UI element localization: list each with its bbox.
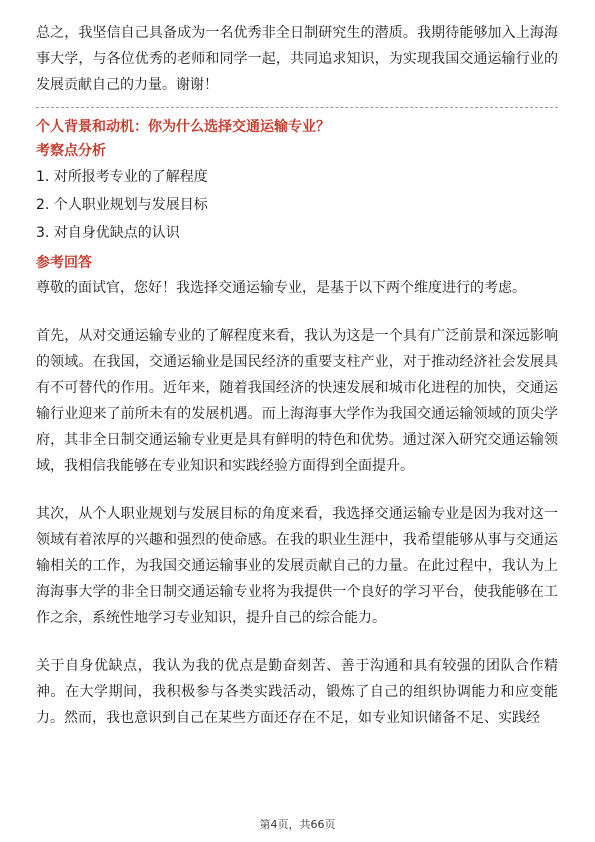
list-item: 1. 对所报考专业的了解程度 — [36, 169, 208, 185]
list-item: 3. 对自身优缺点的认识 — [36, 225, 180, 241]
answer-paragraph-1: 首先，从对交通运输专业的了解程度来看，我认为这是一个具有广泛前景和深远影响的领域。在我国，交通运输业是国民经济的重要支柱产业，对于推动经济社会发展具有不可替代的作用。近年来，随着我国经济的快速发展和城市化进程的加快，交通运输行业迎来了前所未有的发展机遇。而上海海事大学作为我国交通运输领域的顶尖学府，其非全日制交通运输专业更是具有鲜明的特色和优势。通过深入研究交通运输领域，我相信我能够在专业知识和实践经验方面得到全面提升。 — [36, 328, 558, 474]
closing-paragraph: 总之，我坚信自己具备成为一名优秀非全日制研究生的潜质。我期待能够加入上海海事大学，与各位优秀的老师和同学一起，共同追求知识，为实现我国交通运输行业的发展贡献自己的力量。谢谢！ — [36, 25, 558, 93]
list-item: 2. 个人职业规划与发展目标 — [36, 197, 208, 213]
answer-greeting: 尊敬的面试官，您好！我选择交通运输专业，是基于以下两个维度进行的考虑。 — [36, 280, 526, 296]
analysis-heading: 考察点分析 — [36, 143, 106, 159]
answer-paragraph-3: 关于自身优缺点，我认为我的优点是勤奋刻苦、善于沟通和具有较强的团队合作精神。在大学期间，我积极参与各类实践活动，锻炼了自己的组织协调能力和应变能力。然而，我也意识到自己在某些方面还存在不足，如专业知识储备不足、实践经 — [36, 658, 558, 726]
answer-paragraph-2: 其次，从个人职业规划与发展目标的角度来看，我选择交通运输专业是因为我对这一领域有着浓厚的兴趣和强烈的使命感。在我的职业生涯中，我希望能够从事与交通运输相关的工作，为我国交通运输事业的发展贡献自己的力量。在此过程中，我认为上海海事大学的非全日制交通运输专业将为我提供一个良好的学习平台，使我能够在工作之余，系统性地学习专业知识，提升自己的综合能力。 — [36, 506, 558, 626]
page-number: 第4页，共66页 — [259, 818, 336, 831]
answer-heading: 参考回答 — [36, 255, 92, 271]
analysis-list — [36, 163, 558, 247]
interview-question: 个人背景和动机：你为什么选择交通运输专业？ — [36, 119, 330, 135]
section-divider — [36, 107, 558, 108]
document-page — [36, 20, 558, 731]
